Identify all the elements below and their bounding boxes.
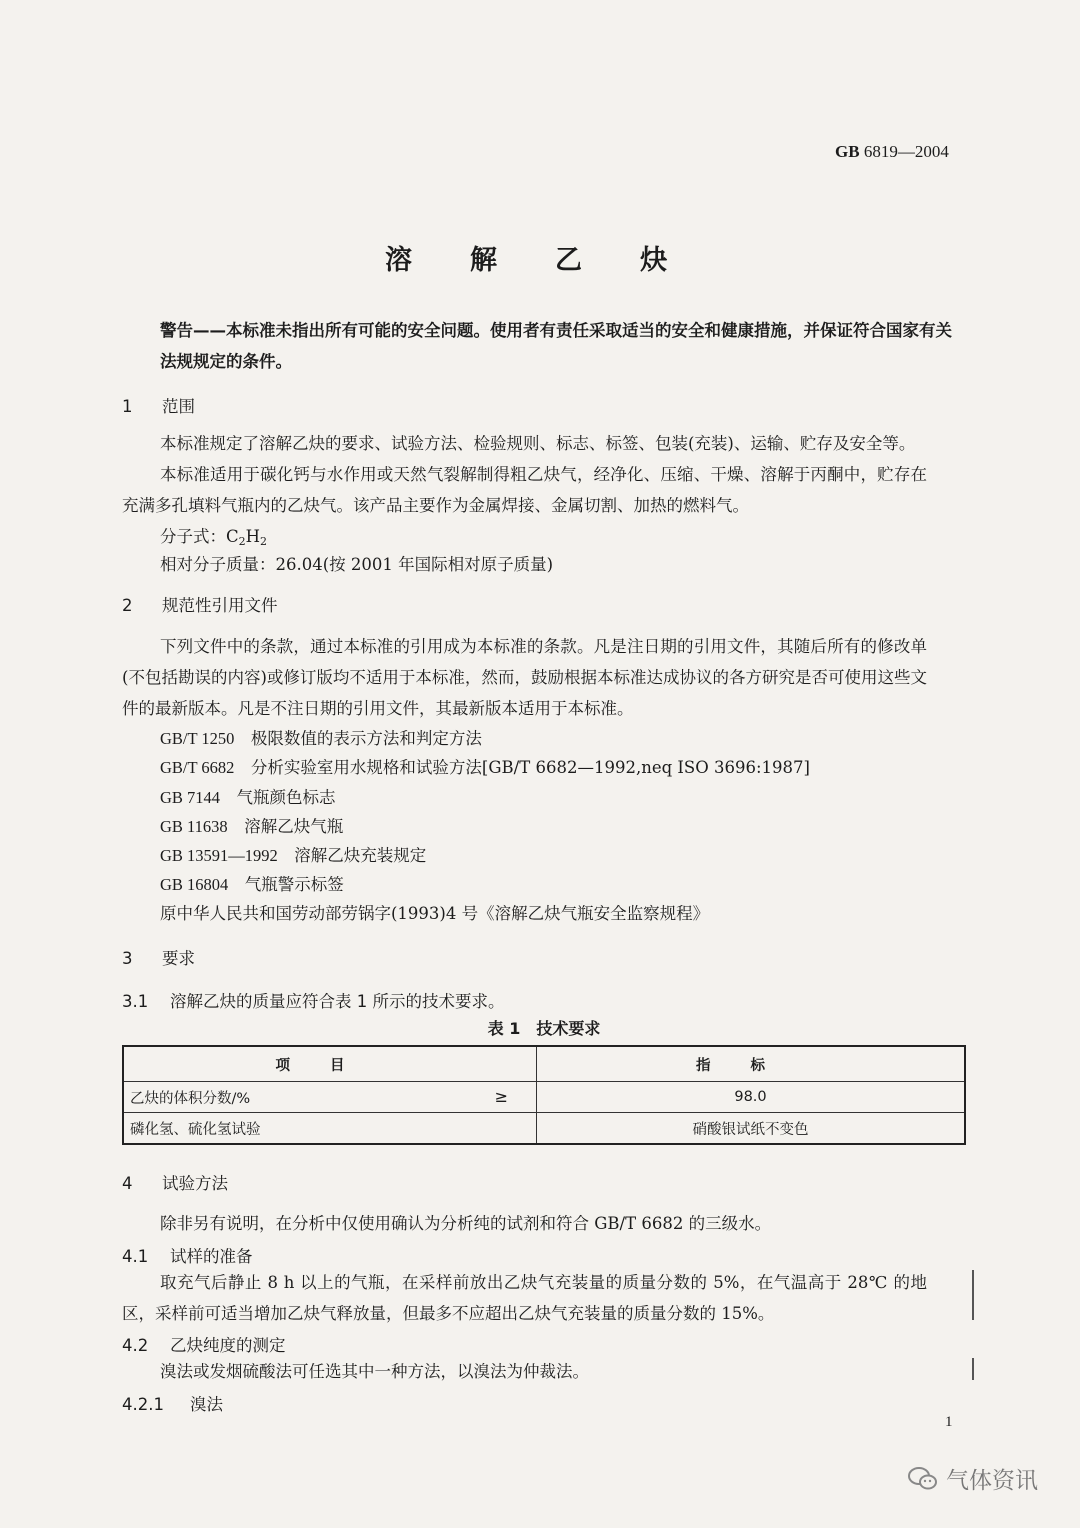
section-4-2-1-heading: 4.2.1 溴法 bbox=[122, 1395, 223, 1414]
section-2-paragraph: 下列文件中的条款，通过本标准的引用成为本标准的条款。凡是注日期的引用文件，其随后所有的修改单(不包括勘误的内容)或修订版均不适用于本标准，然而，鼓励根据本标准达成协议的各方研究是否可使用这些文件的最新版本。凡是不注日期的引用文件，其最新版本适用于本标准。 bbox=[122, 637, 927, 718]
table-header-index: 指标 bbox=[537, 1046, 966, 1082]
table-cell: 硝酸银试纸不变色 bbox=[537, 1113, 966, 1145]
table-header-row bbox=[123, 1046, 965, 1082]
section-1-paragraph-2: 本标准适用于碳化钙与水作用或天然气裂解制得粗乙炔气，经净化、压缩、干燥、溶解于丙酮中，贮存在充满多孔填料气瓶内的乙炔气。该产品主要作为金属焊接、金属切割、加热的燃料气。 bbox=[122, 465, 927, 515]
reference-item: GB 13591—1992 溶解乙炔充装规定 bbox=[160, 846, 427, 865]
reference-item: GB/T 1250 极限数值的表示方法和判定方法 bbox=[160, 729, 482, 748]
section-1-heading: 1 范围 bbox=[122, 397, 195, 416]
section-4-2-heading: 4.2 乙炔纯度的测定 bbox=[122, 1336, 286, 1355]
molecular-formula: 分子式：$C_2H_2$ bbox=[160, 527, 268, 548]
table-cell: 磷化氢、硫化氢试验 bbox=[123, 1113, 537, 1145]
document-title: 溶解乙炔 bbox=[385, 245, 725, 276]
warning-text: 警告——本标准未指出所有可能的安全问题。使用者有责任采取适当的安全和健康措施，并保证符合国家有关法规规定的条件。 bbox=[160, 321, 952, 371]
section-3-1: 3.1 溶解乙炔的质量应符合表 1 所示的技术要求。 bbox=[122, 992, 505, 1011]
section-4-2-paragraph: 溴法或发烟硫酸法可任选其中一种方法，以溴法为仲裁法。 bbox=[160, 1362, 589, 1381]
section-4-1-paragraph: 取充气后静止 8 h 以上的气瓶，在采样前放出乙炔气充装量的质量分数的 5%，在气温高于 28℃ 的地区，采样前可适当增加乙炔气释放量，但最多不应超出乙炔气充装量的质量分数的 15%。 bbox=[122, 1273, 927, 1323]
section-4-paragraph: 除非另有说明，在分析中仅使用确认为分析纯的试剂和符合 GB/T 6682 的三级水。 bbox=[160, 1214, 772, 1233]
reference-item: GB 16804 气瓶警示标签 bbox=[160, 875, 344, 894]
page-number: 1 bbox=[945, 1414, 953, 1430]
table-caption: 表 1 技术要求 bbox=[487, 1019, 601, 1038]
revision-bar bbox=[972, 1358, 974, 1380]
reference-item: GB 11638 溶解乙炔气瓶 bbox=[160, 817, 344, 836]
technical-requirements-table bbox=[122, 1045, 966, 1145]
table-row bbox=[123, 1082, 965, 1113]
section-3-heading: 3 要求 bbox=[122, 949, 195, 968]
revision-bar bbox=[972, 1270, 974, 1320]
standard-code: GB 6819—2004 bbox=[835, 142, 949, 161]
molecular-mass: 相对分子质量：26.04(按 2001 年国际相对原子质量) bbox=[160, 555, 554, 574]
section-4-1-heading: 4.1 试样的准备 bbox=[122, 1247, 253, 1266]
table-row bbox=[123, 1113, 965, 1145]
section-1-paragraph-1: 本标准规定了溶解乙炔的要求、试验方法、检验规则、标志、标签、包装(充装)、运输、贮存及安全等。 bbox=[160, 434, 916, 453]
table-cell: 乙炔的体积分数/% ≥ bbox=[123, 1082, 537, 1113]
section-4-heading: 4 试验方法 bbox=[122, 1174, 228, 1193]
chat-bubble-icon bbox=[908, 1466, 938, 1492]
watermark bbox=[908, 1462, 1038, 1495]
reference-item: GB/T 6682 分析实验室用水规格和试验方法[GB/T 6682—1992,neq ISO 3696:1987] bbox=[160, 758, 810, 777]
section-2-heading: 2 规范性引用文件 bbox=[122, 596, 278, 615]
table-cell: 98.0 bbox=[537, 1082, 966, 1113]
reference-regulation: 原中华人民共和国劳动部劳锅字(1993)4 号《溶解乙炔气瓶安全监察规程》 bbox=[160, 904, 710, 923]
reference-item: GB 7144 气瓶颜色标志 bbox=[160, 788, 336, 807]
table-header-item: 项目 bbox=[123, 1046, 537, 1082]
watermark-text: 气体资讯 bbox=[946, 1468, 1038, 1494]
